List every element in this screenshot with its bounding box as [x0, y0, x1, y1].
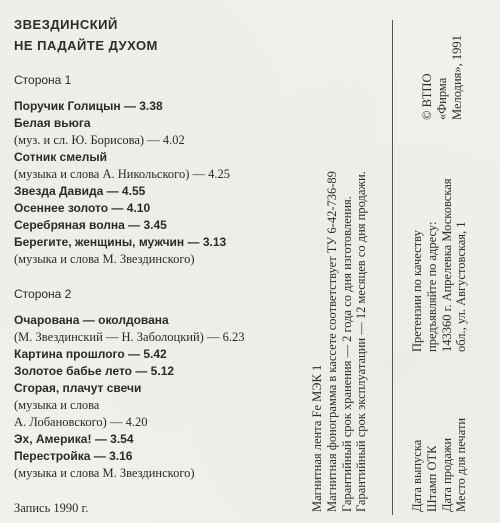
stamp-line: Дата продажи	[439, 437, 454, 512]
side-1-label: Сторона 1	[14, 73, 72, 87]
track-line: Звезда Давида — 4.55	[14, 184, 146, 198]
claims-line: обл., ул. Августовская, 1	[454, 221, 469, 352]
track-line: Эх, Америка! — 3.54	[14, 432, 134, 446]
vertical-divider	[392, 20, 393, 515]
track-line: Золотое бабье лето — 5.12	[14, 364, 175, 378]
copyright-block	[420, 35, 464, 120]
track-credit: (музыка и слова	[14, 398, 100, 412]
claims-line: предъявляйте по адресу:	[424, 221, 439, 352]
track-line: Поручик Голицын — 3.38	[14, 99, 163, 113]
technical-info	[310, 171, 369, 512]
claims-line: 143360 г. Апрелевка Московская	[439, 178, 454, 352]
track-credit: (музыка и слова М. Звездинского)	[14, 252, 195, 266]
track-credit: (муз. и сл. Ю. Борисова) — 4.02	[14, 133, 185, 147]
track-line: Серебряная волна — 3.45	[14, 218, 167, 232]
technical-line: Гарантийный срок хранения — 2 года со дня изготовления.	[339, 196, 354, 512]
track-line: Картина прошлого — 5.42	[14, 347, 167, 361]
copyright-line: «Фирма	[434, 77, 449, 120]
artist-name: ЗВЕЗДИНСКИЙ	[14, 17, 118, 32]
track-credit: (музыка и слова А. Никольского) — 4.25	[14, 167, 231, 181]
technical-line: Магнитная фонограмма в кассете соответствует ТУ 6-42-736-89	[324, 171, 339, 512]
claims-block	[410, 178, 469, 352]
header	[14, 14, 158, 56]
stamp-line: Место для печати	[454, 417, 469, 512]
track-line: Перестройка — 3.16	[14, 449, 133, 463]
album-title: НЕ ПАДАЙТЕ ДУХОМ	[14, 38, 158, 53]
technical-line: Магнитная лента Fe МЭК 1	[310, 364, 324, 512]
track-line: Берегите, женщины, мужчин — 3.13	[14, 235, 227, 249]
claims-line: Претензии по качеству	[410, 230, 424, 352]
track-line: Сотник смелый	[14, 150, 108, 164]
copyright-line: Мелодия», 1991	[449, 35, 464, 120]
track-credit: (М. Звездинский — Н. Заболоцкий) — 6.23	[14, 330, 245, 344]
track-line: Сгорая, плачут свечи	[14, 381, 142, 395]
copyright-line: © ВТПО	[420, 73, 434, 120]
technical-line: Гарантийный срок эксплуатации — 12 месяцев со дня продажи.	[354, 171, 369, 512]
release-stamp-block	[410, 418, 469, 512]
track-credit: А. Лобановского) — 4.20	[14, 415, 148, 429]
stamp-line: Дата выпуска	[410, 439, 424, 512]
track-line: Очарована — околдована	[14, 313, 169, 327]
track-line: Белая вьюга	[14, 116, 91, 130]
track-credit: (музыка и слова М. Звездинского)	[14, 466, 195, 480]
track-line: Осеннее золото — 4.10	[14, 201, 151, 215]
stamp-line: Штамп ОТК	[424, 445, 439, 512]
recording-year: Запись 1990 г.	[14, 501, 89, 515]
side-2-label: Сторона 2	[14, 287, 72, 301]
tracklist	[14, 72, 324, 517]
